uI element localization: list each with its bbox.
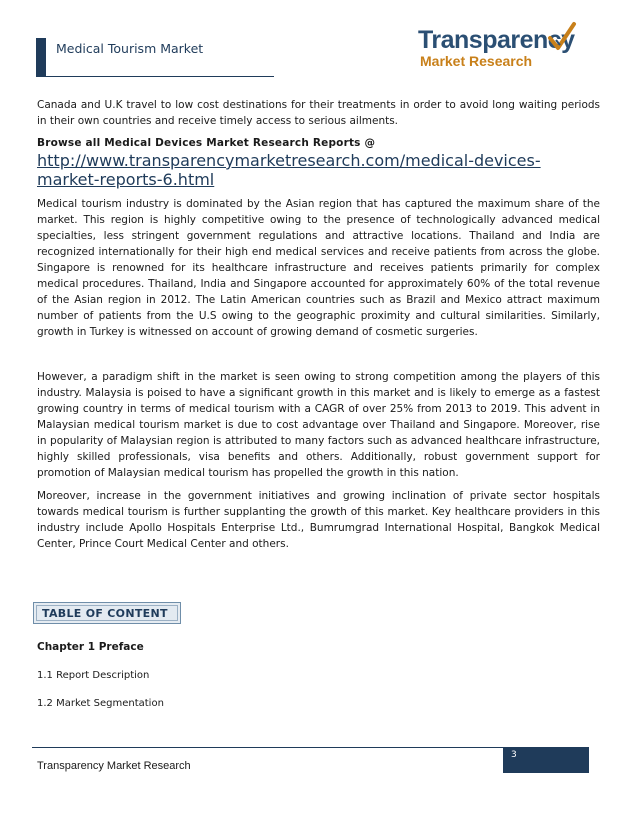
toc-heading: TABLE OF CONTENT bbox=[42, 607, 168, 620]
paragraph-intro: Canada and U.K travel to low cost destinations for their treatments in order to avoid long waiting periods in their own countries and receive timely access to serious ailments. bbox=[37, 99, 600, 127]
page-number: 3 bbox=[511, 750, 517, 760]
footer-company-name: Transparency Market Research bbox=[37, 760, 191, 772]
toc-heading-box bbox=[33, 602, 181, 624]
paragraph-malaysia: However, a paradigm shift in the market is seen owing to strong competition among the players of this industry. Malaysia is poised to have a significant growth in this market and is likely to emerge as a fastest growing country in terms of medical tourism with a CAGR of over 25% from 2013 to 2019. This advent in Malaysian medical tourism market is due to cost advantage over Thailand and Singapore. Moreover, rise in popularity of Malaysian region is attributed to many factors such as advanced healthcare infrastructure, highly skilled professionals, visa benefits and others. Additionally, robust government support for promotion of Malaysian medical tourism has propelled the growth in this nation. bbox=[37, 371, 600, 479]
main-content bbox=[37, 97, 600, 552]
logo-text-secondary: Market Research bbox=[420, 53, 533, 69]
paragraph-government-initiatives: Moreover, increase in the government initiatives and growing inclination of private sector hospitals towards medical tourism is further supplanting the growth of this market. Key healthcare providers in this industry include Apollo Hospitals Enterprise Ltd., Bumrumgrad International Hospital, Bangkok Medical Center, Prince Court Medical Center and others. bbox=[37, 490, 600, 550]
header-title: Medical Tourism Market bbox=[56, 41, 204, 56]
page-number-box bbox=[503, 747, 589, 773]
header-accent-bar bbox=[36, 38, 46, 76]
toc-item-report-description: 1.1 Report Description bbox=[37, 670, 150, 681]
paragraph-asian-region: Medical tourism industry is dominated by the Asian region that has captured the maximum share of the market. This region is highly competitive owing to the presence of technologically advanced medical specialties, less stringent government regulations and attractive locations. Thailand and India are recognized internationally for their high end medical services and receive patients from across the globe. Singapore is renowned for its healthcare infrastructure and receives patients primarily for complex medical procedures. Thailand, India and Singapore accounted for approximately 60% of the total revenue of the Asian region in 2012. The Latin American countries such as Brazil and Mexico attract maximum number of patients from the U.S owing to the geographic proximity and cultural similarities. Similarly, growth in Turkey is witnessed on account of growing demand of cosmetic surgeries. bbox=[37, 198, 600, 338]
logo-checkmark-icon bbox=[546, 20, 578, 54]
logo-text-primary: Transparency bbox=[418, 26, 575, 54]
browse-reports-label: Browse all Medical Devices Market Research Reports @ bbox=[37, 137, 376, 149]
company-logo bbox=[418, 26, 578, 74]
header-underline bbox=[36, 76, 274, 77]
toc-item-market-segmentation: 1.2 Market Segmentation bbox=[37, 698, 164, 709]
toc-chapter-1: Chapter 1 Preface bbox=[37, 641, 144, 653]
browse-reports-link[interactable]: http://www.transparencymarketresearch.com/medical-devices-market-reports-6.html bbox=[37, 151, 541, 189]
